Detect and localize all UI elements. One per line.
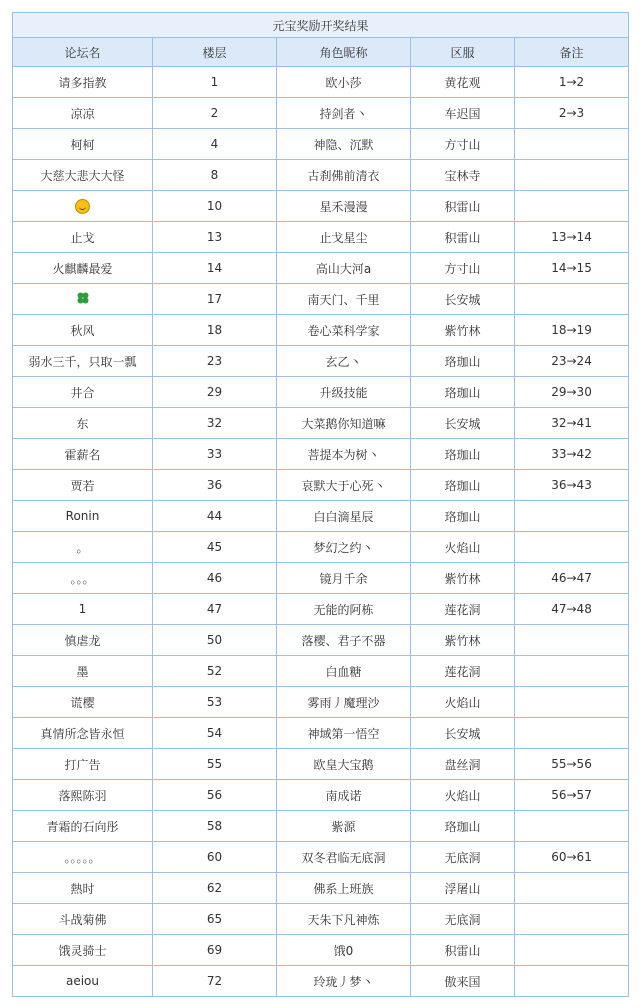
cell-forum-name: aeiou [13,966,153,997]
cell-note: 29→30 [515,377,629,408]
cell-forum-name: 真情所念皆永恒 [13,718,153,749]
cell-forum-name: 弱水三千，只取一瓢 [13,346,153,377]
cell-server: 长安城 [411,718,515,749]
cell-role-name: 欧小莎 [277,67,411,98]
cell-forum-name: 止戈 [13,222,153,253]
cell-role-name: 星禾漫漫 [277,191,411,222]
table-row [13,346,629,377]
table-title: 元宝奖励开奖结果 [13,13,629,38]
table-row [13,563,629,594]
cell-floor: 17 [153,284,277,315]
cell-server: 积雷山 [411,935,515,966]
cell-role-name: 神域第一悟空 [277,718,411,749]
cell-server: 傲来国 [411,966,515,997]
cell-note: 14→15 [515,253,629,284]
header-note: 备注 [515,38,629,67]
cell-forum-name: 1 [13,594,153,625]
cell-floor: 32 [153,408,277,439]
cell-server: 车迟国 [411,98,515,129]
cell-floor: 56 [153,780,277,811]
cell-floor: 1 [153,67,277,98]
cell-role-name: 大菜鹅你知道嘛 [277,408,411,439]
cell-note [515,656,629,687]
cell-server: 莲花洞 [411,594,515,625]
cell-role-name: 高山大河a [277,253,411,284]
cell-role-name: 雾雨丿魔理沙 [277,687,411,718]
cell-server: 盘丝洞 [411,749,515,780]
cell-server: 火焰山 [411,780,515,811]
cell-floor: 10 [153,191,277,222]
cell-role-name: 落樱、君子不器 [277,625,411,656]
cell-server: 积雷山 [411,222,515,253]
four-leaf-clover-icon [76,291,90,308]
cell-role-name: 双冬君临无底洞 [277,842,411,873]
cell-role-name: 镜月千余 [277,563,411,594]
table-row [13,966,629,997]
cell-note: 1→2 [515,67,629,98]
cell-forum-name: 井合 [13,377,153,408]
cell-floor: 2 [153,98,277,129]
cell-server: 方寸山 [411,253,515,284]
cell-note [515,284,629,315]
cell-note: 36→43 [515,470,629,501]
lottery-results-table [12,12,629,997]
cell-role-name: 持剑者丶 [277,98,411,129]
cell-role-name: 止戈星尘 [277,222,411,253]
table-row [13,842,629,873]
cell-server: 珞珈山 [411,470,515,501]
cell-role-name: 紫源 [277,811,411,842]
cell-role-name: 佛系上班族 [277,873,411,904]
cell-server: 莲花洞 [411,656,515,687]
table-row [13,749,629,780]
cell-forum-name: 。。。 [13,563,153,594]
cell-server: 无底洞 [411,842,515,873]
cell-floor: 4 [153,129,277,160]
cell-forum-name: 贾若 [13,470,153,501]
cell-floor: 52 [153,656,277,687]
cell-note [515,873,629,904]
cell-note: 55→56 [515,749,629,780]
header-server: 区服 [411,38,515,67]
table-row [13,67,629,98]
cell-note: 13→14 [515,222,629,253]
cell-note [515,904,629,935]
cell-role-name: 白血糖 [277,656,411,687]
table-row [13,253,629,284]
cell-role-name: 卷心菜科学家 [277,315,411,346]
cell-role-name: 菩提本为树丶 [277,439,411,470]
cell-note [515,966,629,997]
cell-role-name: 玲珑丿梦丶 [277,966,411,997]
cell-role-name: 南成诺 [277,780,411,811]
header-forum-name: 论坛名 [13,38,153,67]
cell-note [515,687,629,718]
cell-floor: 72 [153,966,277,997]
cell-floor: 23 [153,346,277,377]
header-floor: 楼层 [153,38,277,67]
cell-server: 紫竹林 [411,625,515,656]
cell-forum-name: 落熙陈羽 [13,780,153,811]
cell-floor: 13 [153,222,277,253]
cell-role-name: 古刹佛前清衣 [277,160,411,191]
cell-floor: 62 [153,873,277,904]
cell-note [515,811,629,842]
cell-forum-name: 柯柯 [13,129,153,160]
cell-role-name: 欧皇大宝鹅 [277,749,411,780]
cell-forum-name: 斗战菊佛 [13,904,153,935]
cell-forum-name: 熱时 [13,873,153,904]
cell-server: 黄花观 [411,67,515,98]
cell-role-name: 神隐、沉默 [277,129,411,160]
cell-role-name: 升级技能 [277,377,411,408]
cell-forum-name: 慎虐龙 [13,625,153,656]
cell-forum-name: 。 [13,532,153,563]
cell-server: 火焰山 [411,687,515,718]
smile-emoji-icon [75,199,90,214]
cell-floor: 54 [153,718,277,749]
table-body [13,67,629,997]
cell-server: 珞珈山 [411,346,515,377]
table-row [13,222,629,253]
cell-floor: 55 [153,749,277,780]
cell-server: 积雷山 [411,191,515,222]
table-row [13,811,629,842]
cell-note: 60→61 [515,842,629,873]
cell-floor: 58 [153,811,277,842]
cell-forum-name: 。。。。。 [13,842,153,873]
cell-forum-name: 秋风 [13,315,153,346]
cell-role-name: 梦幻之约丶 [277,532,411,563]
header-row [13,38,629,67]
cell-forum-name: 东 [13,408,153,439]
table-row [13,470,629,501]
table-row [13,501,629,532]
table-row [13,439,629,470]
table-row [13,160,629,191]
cell-forum-name: 大慈大悲大大怪 [13,160,153,191]
table-row [13,284,629,315]
table-row [13,904,629,935]
cell-note: 56→57 [515,780,629,811]
cell-note [515,501,629,532]
cell-floor: 69 [153,935,277,966]
cell-floor: 29 [153,377,277,408]
cell-forum-name: Ronin [13,501,153,532]
cell-note [515,625,629,656]
cell-forum-name: 饿灵骑士 [13,935,153,966]
cell-note: 2→3 [515,98,629,129]
cell-forum-name: 打广告 [13,749,153,780]
table-row [13,687,629,718]
cell-note: 18→19 [515,315,629,346]
cell-server: 宝林寺 [411,160,515,191]
cell-note [515,532,629,563]
cell-server: 珞珈山 [411,501,515,532]
cell-server: 长安城 [411,284,515,315]
cell-forum-name: 请多指教 [13,67,153,98]
cell-note [515,935,629,966]
table-row [13,532,629,563]
cell-note [515,191,629,222]
cell-note [515,160,629,191]
cell-floor: 45 [153,532,277,563]
table-row [13,408,629,439]
cell-role-name: 哀默大于心死丶 [277,470,411,501]
cell-floor: 33 [153,439,277,470]
cell-server: 珞珈山 [411,439,515,470]
table-row [13,315,629,346]
cell-note [515,718,629,749]
cell-floor: 44 [153,501,277,532]
cell-floor: 18 [153,315,277,346]
cell-forum-name: 霍薪名 [13,439,153,470]
cell-floor: 8 [153,160,277,191]
table-row [13,625,629,656]
cell-server: 珞珈山 [411,811,515,842]
cell-role-name: 南天门、千里 [277,284,411,315]
cell-role-name: 白白滴星辰 [277,501,411,532]
cell-note: 33→42 [515,439,629,470]
table-row [13,873,629,904]
table-row [13,935,629,966]
cell-floor: 47 [153,594,277,625]
table-row [13,98,629,129]
cell-note: 32→41 [515,408,629,439]
cell-forum-name [13,191,153,222]
cell-server: 长安城 [411,408,515,439]
cell-forum-name: 凉凉 [13,98,153,129]
cell-server: 火焰山 [411,532,515,563]
cell-note: 23→24 [515,346,629,377]
cell-floor: 53 [153,687,277,718]
cell-server: 方寸山 [411,129,515,160]
cell-server: 无底洞 [411,904,515,935]
cell-floor: 46 [153,563,277,594]
cell-server: 紫竹林 [411,315,515,346]
cell-forum-name: 火麒麟最爱 [13,253,153,284]
cell-note [515,129,629,160]
table-row [13,191,629,222]
cell-server: 浮屠山 [411,873,515,904]
cell-floor: 60 [153,842,277,873]
cell-forum-name: 青霜的石向彤 [13,811,153,842]
cell-server: 紫竹林 [411,563,515,594]
cell-role-name: 玄乙丶 [277,346,411,377]
cell-floor: 65 [153,904,277,935]
cell-note: 46→47 [515,563,629,594]
cell-forum-name: 谎樱 [13,687,153,718]
cell-note: 47→48 [515,594,629,625]
cell-forum-name [13,284,153,315]
cell-floor: 14 [153,253,277,284]
cell-floor: 36 [153,470,277,501]
table-row [13,377,629,408]
cell-role-name: 天朱下凡神炼 [277,904,411,935]
table-row [13,780,629,811]
cell-floor: 50 [153,625,277,656]
cell-server: 珞珈山 [411,377,515,408]
table-row [13,129,629,160]
header-role-name: 角色昵称 [277,38,411,67]
table-row [13,656,629,687]
table-row [13,718,629,749]
cell-role-name: 饿0 [277,935,411,966]
cell-forum-name: 墨 [13,656,153,687]
cell-role-name: 无能的阿栋 [277,594,411,625]
table-row [13,594,629,625]
